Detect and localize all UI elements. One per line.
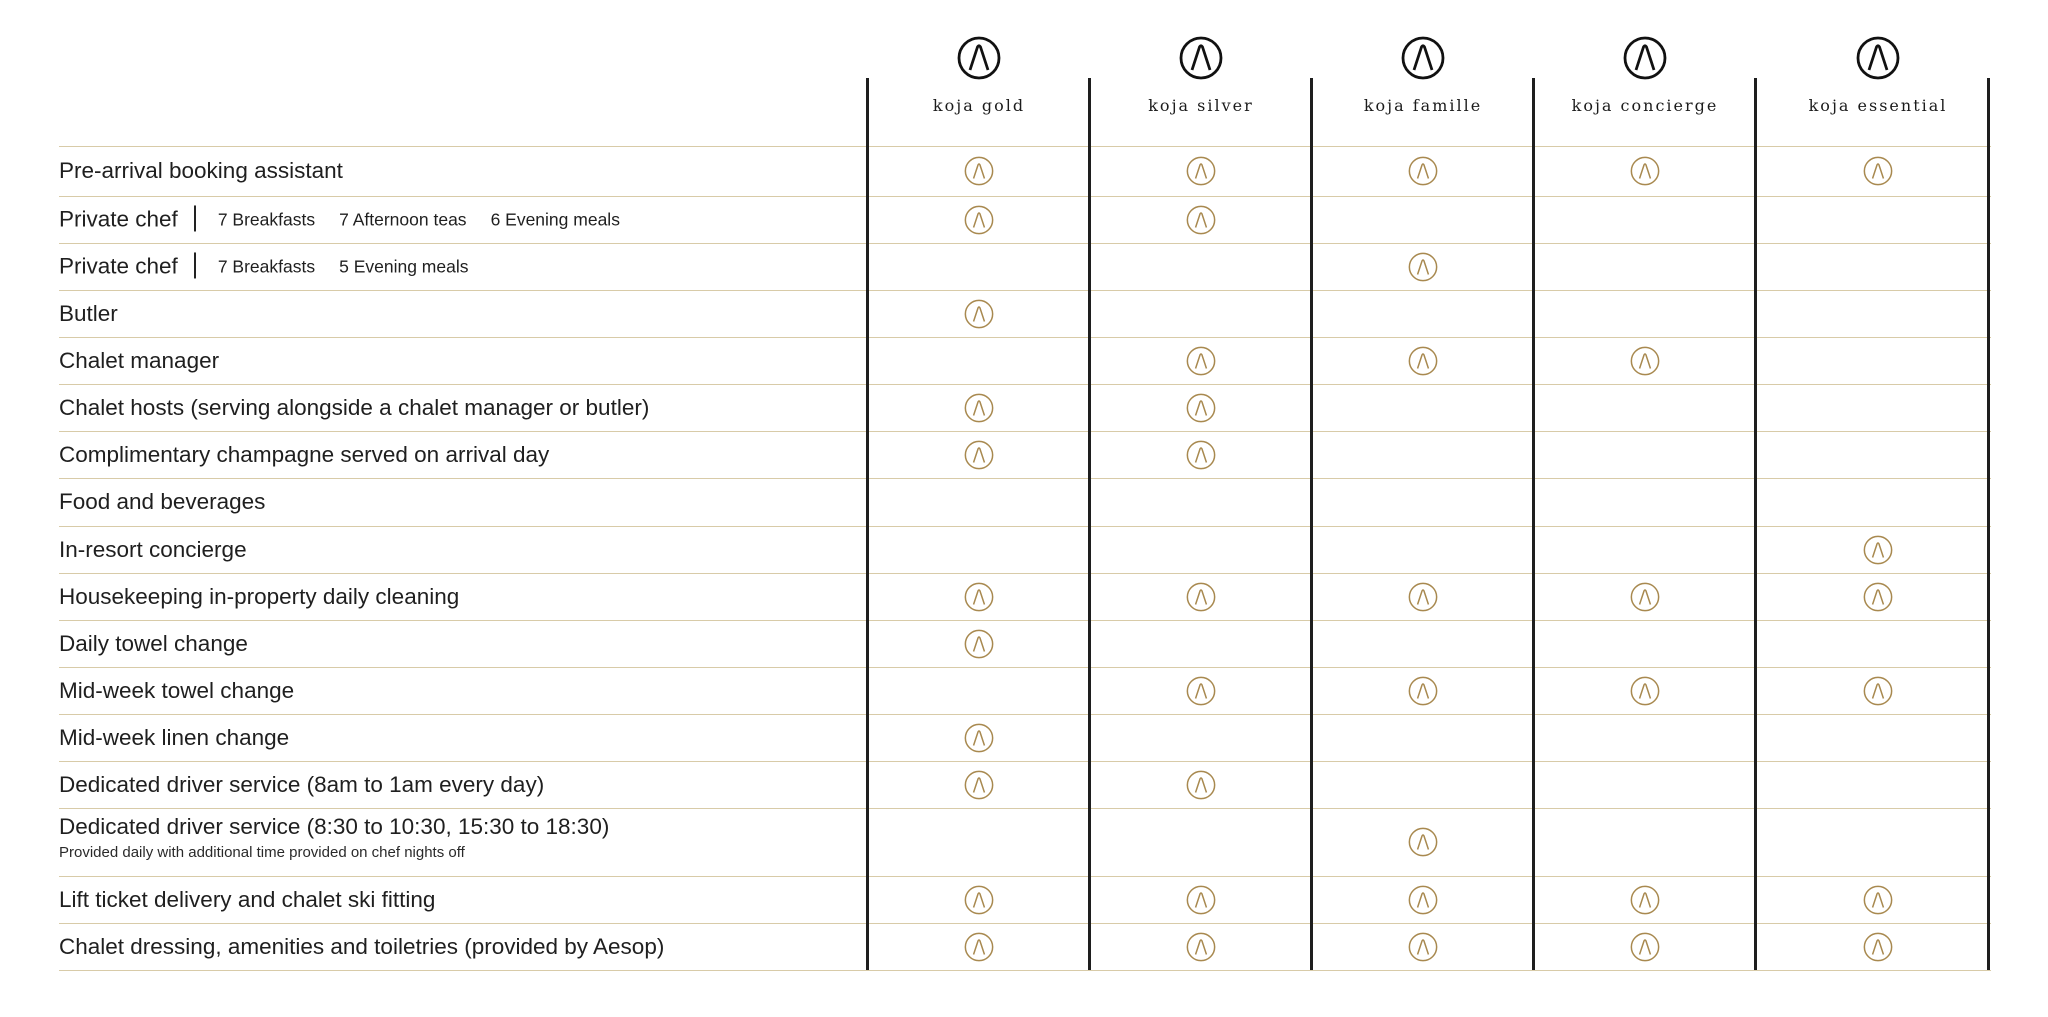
- feature-name: Complimentary champagne served on arrival day: [59, 441, 550, 467]
- feature-name: Chalet manager: [59, 347, 220, 373]
- feature-label: [59, 348, 219, 374]
- feature-label: [59, 442, 549, 468]
- included-mark-icon: [1186, 205, 1216, 235]
- column-header: [1312, 36, 1534, 115]
- included-mark-icon: [1630, 582, 1660, 612]
- table-row: [0, 431, 2048, 478]
- included-mark-icon: [1186, 770, 1216, 800]
- included-mark-icon: [1186, 393, 1216, 423]
- table-row: [0, 384, 2048, 431]
- feature-name: Daily towel change: [59, 630, 248, 656]
- feature-name: Private chef: [59, 252, 178, 278]
- feature-name: Housekeeping in-property daily cleaning: [59, 583, 460, 609]
- feature-label: [59, 631, 248, 657]
- included-mark-icon: [1186, 440, 1216, 470]
- tier-name: koja gold: [932, 96, 1026, 115]
- included-mark-icon: [1863, 582, 1893, 612]
- feature-name: Lift ticket delivery and chalet ski fitting: [59, 886, 436, 912]
- included-mark-icon: [1630, 346, 1660, 376]
- column-header: [1534, 36, 1756, 115]
- included-mark-icon: [964, 205, 994, 235]
- column-header: [1090, 36, 1312, 115]
- feature-name: In-resort concierge: [59, 536, 247, 562]
- feature-label: [59, 584, 459, 610]
- koja-logo-icon: [957, 36, 1001, 80]
- table-row: [0, 923, 2048, 970]
- table-row: [0, 243, 2048, 290]
- included-mark-icon: [1186, 156, 1216, 186]
- feature-name: Chalet dressing, amenities and toiletries (provided by Aesop): [59, 933, 665, 959]
- koja-logo-icon: [1401, 36, 1445, 80]
- included-mark-icon: [964, 885, 994, 915]
- included-mark-icon: [1186, 885, 1216, 915]
- included-mark-icon: [964, 156, 994, 186]
- included-mark-icon: [1408, 252, 1438, 282]
- feature-label: [59, 158, 343, 184]
- included-mark-icon: [964, 932, 994, 962]
- meal-item: 7 Breakfasts: [217, 256, 316, 277]
- koja-logo-icon: [1179, 36, 1223, 80]
- included-mark-icon: [1186, 676, 1216, 706]
- column-header: [868, 36, 1090, 115]
- included-mark-icon: [1863, 156, 1893, 186]
- feature-label: [59, 814, 609, 861]
- included-mark-icon: [964, 770, 994, 800]
- tier-name: koja essential: [1808, 96, 1948, 115]
- feature-label: [59, 678, 294, 704]
- feature-note: Provided daily with additional time provided on chef nights off: [59, 844, 465, 861]
- meal-item: 5 Evening meals: [339, 256, 469, 277]
- table-row: [0, 478, 2048, 526]
- included-mark-icon: [1630, 932, 1660, 962]
- row-divider: [59, 970, 1991, 971]
- feature-label: [59, 772, 544, 798]
- included-mark-icon: [1863, 676, 1893, 706]
- included-mark-icon: [964, 582, 994, 612]
- table-row: [0, 667, 2048, 714]
- table-row: [0, 714, 2048, 761]
- tier-name: koja famille: [1363, 96, 1483, 115]
- included-mark-icon: [1408, 346, 1438, 376]
- label-separator: [194, 252, 196, 278]
- feature-name: Mid-week linen change: [59, 724, 290, 750]
- feature-name: Chalet hosts (serving alongside a chalet manager or butler): [59, 394, 650, 420]
- included-mark-icon: [1408, 932, 1438, 962]
- table-row: [0, 337, 2048, 384]
- table-row: [0, 761, 2048, 808]
- feature-label: [59, 725, 289, 751]
- included-mark-icon: [1863, 885, 1893, 915]
- included-mark-icon: [1630, 676, 1660, 706]
- table-row: [0, 573, 2048, 620]
- table-row: [0, 876, 2048, 923]
- koja-logo-icon: [1856, 36, 1900, 80]
- table-row: [0, 808, 2048, 876]
- included-mark-icon: [964, 440, 994, 470]
- table-row: [0, 146, 2048, 196]
- included-mark-icon: [964, 393, 994, 423]
- included-mark-icon: [1408, 676, 1438, 706]
- label-separator: [194, 205, 196, 231]
- included-mark-icon: [1863, 932, 1893, 962]
- feature-label: [59, 934, 664, 960]
- included-mark-icon: [1408, 885, 1438, 915]
- included-mark-icon: [964, 629, 994, 659]
- table-row: [0, 196, 2048, 243]
- included-mark-icon: [1186, 932, 1216, 962]
- included-mark-icon: [1408, 582, 1438, 612]
- included-mark-icon: [1408, 156, 1438, 186]
- included-mark-icon: [1630, 156, 1660, 186]
- feature-label: [59, 395, 649, 421]
- meal-item: 6 Evening meals: [490, 209, 620, 230]
- feature-name: Dedicated driver service (8am to 1am every day): [59, 771, 545, 797]
- tier-name: koja silver: [1148, 96, 1254, 115]
- table-row: [0, 526, 2048, 573]
- feature-label: [59, 489, 265, 515]
- included-mark-icon: [964, 299, 994, 329]
- feature-name: Mid-week towel change: [59, 677, 295, 703]
- feature-label: [59, 537, 247, 563]
- included-mark-icon: [1863, 535, 1893, 565]
- included-mark-icon: [964, 723, 994, 753]
- included-mark-icon: [1186, 346, 1216, 376]
- table-row: [0, 290, 2048, 337]
- included-mark-icon: [1630, 885, 1660, 915]
- feature-label: [59, 206, 644, 233]
- feature-name: Food and beverages: [59, 489, 266, 514]
- feature-label: [59, 253, 492, 280]
- feature-name: Butler: [59, 300, 118, 326]
- table-row: [0, 620, 2048, 667]
- feature-label: [59, 887, 435, 913]
- meal-item: 7 Afternoon teas: [339, 209, 467, 230]
- included-mark-icon: [1186, 582, 1216, 612]
- feature-name: Pre-arrival booking assistant: [59, 158, 343, 183]
- column-header: [1767, 36, 1989, 115]
- tier-name: koja concierge: [1571, 96, 1719, 115]
- feature-name: Private chef: [59, 205, 178, 231]
- feature-name: Dedicated driver service (8:30 to 10:30, 15:30 to 18:30): [59, 814, 610, 839]
- koja-logo-icon: [1623, 36, 1667, 80]
- feature-label: [59, 301, 118, 327]
- included-mark-icon: [1408, 827, 1438, 857]
- meal-item: 7 Breakfasts: [217, 209, 316, 230]
